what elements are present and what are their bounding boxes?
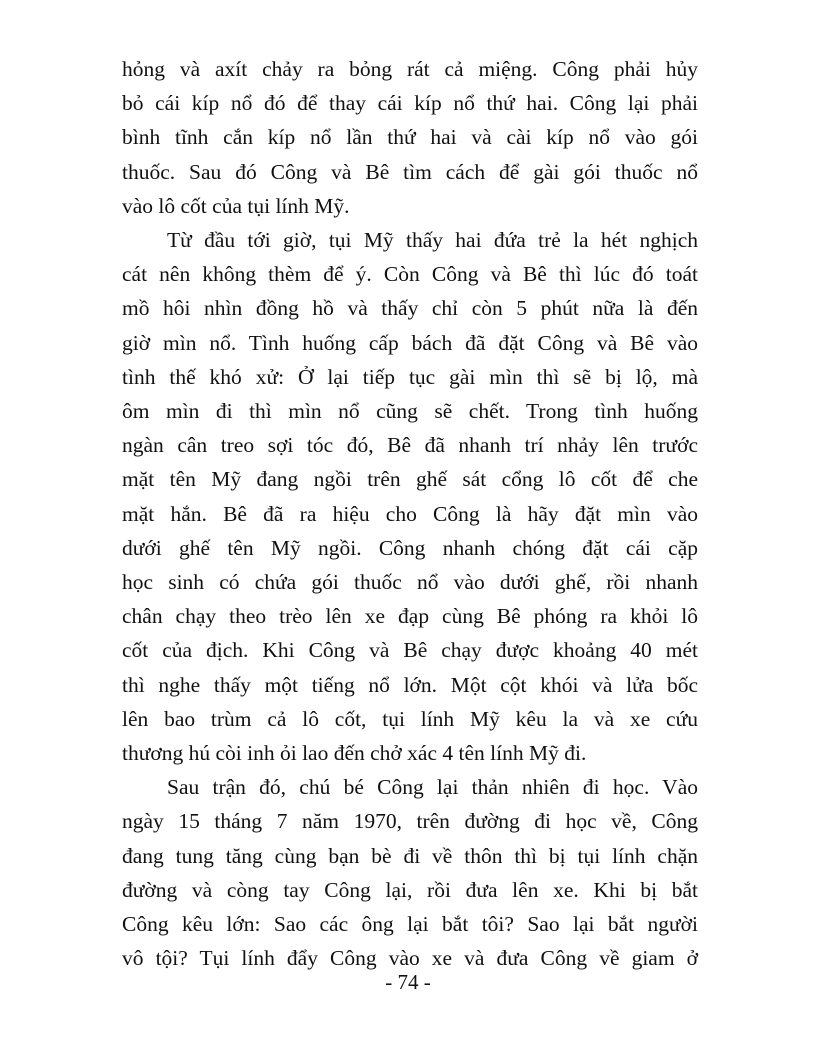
- text-line: mặt hắn. Bê đã ra hiệu cho Công là hãy đặt mìn vào: [122, 501, 698, 526]
- text-line: hỏng và axít chảy ra bỏng rát cả miệng. Công phải hủy: [122, 57, 698, 81]
- text-line: thương hú còi inh ỏi lao đến chở xác 4 tên lính Mỹ đi.: [122, 741, 587, 766]
- text-line: dưới ghế tên Mỹ ngồi. Công nhanh chóng đặt cái cặp: [122, 535, 698, 560]
- text-line: đường và còng tay Công lại, rồi đưa lên xe. Khi bị bắt: [122, 877, 698, 902]
- paragraph-2: [122, 223, 698, 770]
- text-line: Công kêu lớn: Sao các ông lại bắt tôi? Sao lại bắt người: [122, 912, 698, 937]
- text-line: đang tung tăng cùng bạn bè đi về thôn thì bị tụi lính chặn: [122, 843, 698, 868]
- text-line: học sinh có chứa gói thuốc nổ vào dưới ghế, rồi nhanh: [122, 570, 698, 595]
- text-line: bỏ cái kíp nổ đó để thay cái kíp nổ thứ hai. Công lại phải: [122, 91, 698, 116]
- page-number: - 74 -: [385, 970, 431, 994]
- paragraph-1: [122, 52, 698, 223]
- text-line: cát nên không thèm để ý. Còn Công và Bê thì lúc đó toát: [122, 262, 698, 287]
- text-line: ngày 15 tháng 7 năm 1970, trên đường đi học về, Công: [122, 809, 698, 834]
- text-line: Sau trận đó, chú bé Công lại thản nhiên đi học. Vào: [167, 775, 698, 800]
- text-line: chân chạy theo trèo lên xe đạp cùng Bê phóng ra khỏi lô: [122, 604, 698, 629]
- text-line: ngàn cân treo sợi tóc đó, Bê đã nhanh trí nhảy lên trước: [122, 433, 698, 458]
- paragraph-3: [122, 770, 698, 975]
- text-line: giờ mìn nổ. Tình huống cấp bách đã đặt Công và Bê vào: [122, 330, 698, 355]
- text-line: vô tội? Tụi lính đẩy Công vào xe và đưa Công về giam ở: [122, 946, 698, 971]
- text-line: cốt của địch. Khi Công và Bê chạy được khoảng 40 mét: [122, 638, 698, 663]
- text-line: thuốc. Sau đó Công và Bê tìm cách để gài gói thuốc nổ: [122, 159, 698, 184]
- text-line: bình tĩnh cắn kíp nổ lần thứ hai và cài kíp nổ vào gói: [122, 125, 698, 150]
- text-line: thì nghe thấy một tiếng nổ lớn. Một cột khói và lửa bốc: [122, 672, 698, 697]
- text-line: ôm mìn đi thì mìn nổ cũng sẽ chết. Trong tình huống: [122, 399, 698, 424]
- text-line: mặt tên Mỹ đang ngồi trên ghế sát cổng lô cốt để che: [122, 467, 698, 492]
- page-body: [122, 52, 698, 975]
- text-line: Từ đầu tới giờ, tụi Mỹ thấy hai đứa trẻ la hét nghịch: [167, 228, 698, 253]
- text-line: mồ hôi nhìn đồng hồ và thấy chỉ còn 5 phút nữa là đến: [122, 296, 698, 321]
- text-line: lên bao trùm cả lô cốt, tụi lính Mỹ kêu la và xe cứu: [122, 706, 698, 731]
- text-line: tình thế khó xử: Ở lại tiếp tục gài mìn thì sẽ bị lộ, mà: [122, 364, 698, 389]
- text-line: vào lô cốt của tụi lính Mỹ.: [122, 193, 350, 218]
